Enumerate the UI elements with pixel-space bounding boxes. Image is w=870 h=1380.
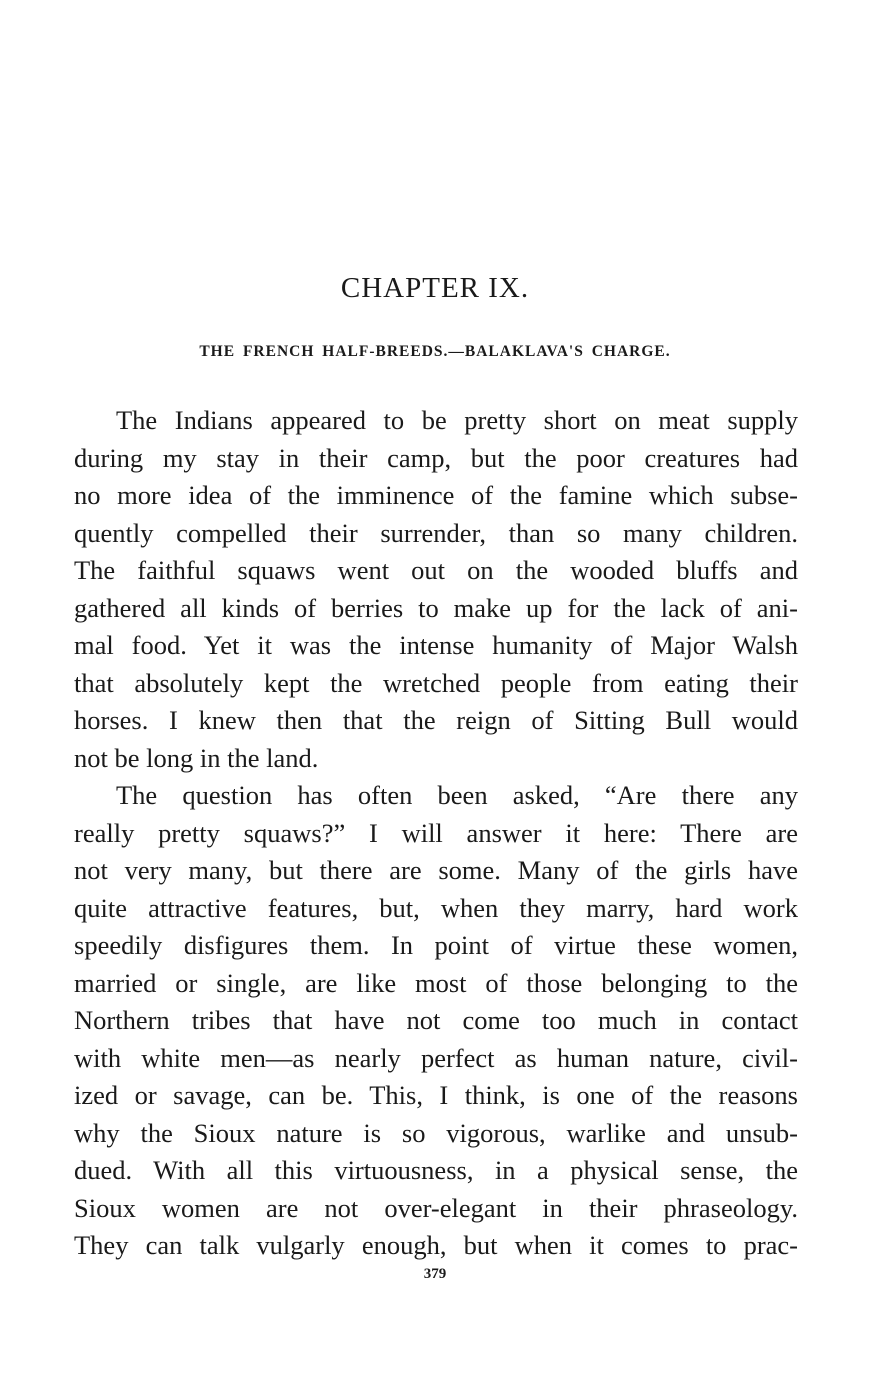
text-line: not be long in the land. xyxy=(74,742,319,773)
text-line: with white men—as nearly perfect as human nature, civil- xyxy=(74,1042,798,1073)
text-line: horses. I knew then that the reign of Sitting Bull would xyxy=(74,705,798,735)
text-line: The Indians appeared to be pretty short on meat supply xyxy=(116,405,798,435)
text-line: mal food. Yet it was the intense humanity of Major Walsh xyxy=(74,630,798,660)
text-line: no more idea of the imminence of the famine which subse- xyxy=(74,480,798,510)
text-line: They can talk vulgarly enough, but when it comes to prac- xyxy=(74,1230,798,1260)
body-text xyxy=(74,402,798,1265)
text-line: not very many, but there are some. Many of the girls have xyxy=(74,855,798,885)
text-line: married or single, are like most of those belonging to the xyxy=(74,967,798,998)
text-line: Sioux women are not over-elegant in their phraseology. xyxy=(74,1192,798,1223)
text-line: during my stay in their camp, but the poor creatures had xyxy=(74,442,798,473)
text-line: ized or savage, can be. This, I think, is one of the reasons xyxy=(74,1080,798,1110)
chapter-title: CHAPTER IX. xyxy=(340,272,530,304)
text-line: gathered all kinds of berries to make up for the lack of ani- xyxy=(74,592,798,623)
page-number: 379 xyxy=(423,1266,447,1282)
text-line: dued. With all this virtuousness, in a physical sense, the xyxy=(74,1155,798,1185)
text-line: speedily disfigures them. In point of virtue these women, xyxy=(74,930,798,960)
text-line: Northern tribes that have not come too much in contact xyxy=(74,1005,798,1035)
chapter-subtitle: THE FRENCH HALF-BREEDS.—BALAKLAVA'S CHARGE. xyxy=(199,343,671,360)
text-line: that absolutely kept the wretched people from eating their xyxy=(74,667,798,698)
text-line: quite attractive features, but, when they marry, hard work xyxy=(74,892,798,923)
text-line: The faithful squaws went out on the wooded bluffs and xyxy=(74,555,798,585)
text-line: quently compelled their surrender, than so many children. xyxy=(74,517,798,548)
text-line: The question has often been asked, “Are there any xyxy=(116,780,798,810)
text-line: really pretty squaws?” I will answer it here: There are xyxy=(74,817,798,848)
text-line: why the Sioux nature is so vigorous, warlike and unsub- xyxy=(74,1117,798,1148)
